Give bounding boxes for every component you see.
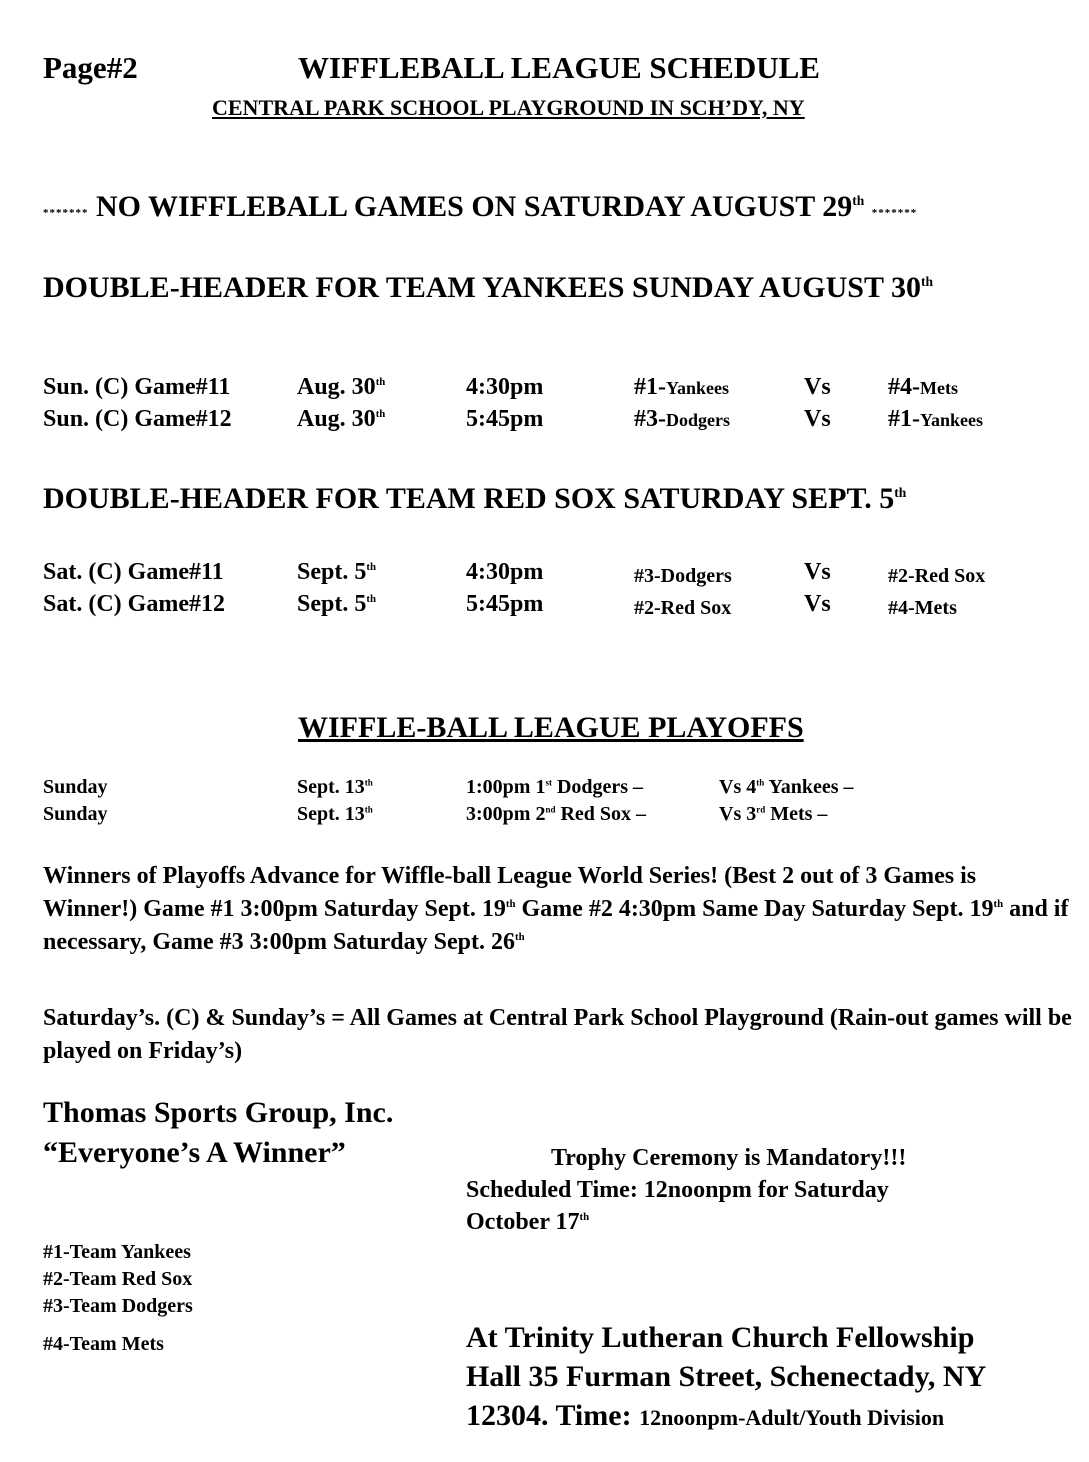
page-title: WIFFLEBALL LEAGUE SCHEDULE — [298, 50, 820, 85]
game-away-team: #1-Yankees — [888, 406, 984, 432]
team-list-item: #4-Team Mets — [43, 1333, 164, 1355]
team-list-item: #1-Team Yankees — [43, 1241, 191, 1263]
game-vs: Vs — [804, 591, 831, 617]
game-time: 5:45pm — [466, 591, 544, 617]
game-vs: Vs — [804, 374, 831, 400]
game-row-yankees-2 — [43, 406, 232, 433]
game-label: Sat. (C) Game#12 — [43, 591, 225, 617]
playoff-opponent-1: Vs 4th Yankees – — [719, 776, 854, 798]
trophy-mandatory: Trophy Ceremony is Mandatory!!! — [551, 1145, 907, 1171]
playoff-matchup-2: 3:00pm 2nd Red Sox – — [466, 803, 647, 825]
location-note: Saturday’s. (C) & Sunday’s = All Games at Central Park School Playground (Rain-out games will be played on Friday’s) — [43, 1005, 1072, 1064]
notice-suffix: th — [852, 193, 865, 208]
playoff-day: Sunday — [43, 776, 108, 798]
playoff-opponent-2: Vs 3rd Mets – — [719, 803, 828, 825]
notice-stars-right: ******* — [871, 207, 918, 219]
game-date: Sept. 5th — [297, 591, 376, 617]
game-label: Sat. (C) Game#11 — [43, 559, 224, 585]
playoffs-heading: WIFFLE-BALL LEAGUE PLAYOFFS — [298, 711, 804, 744]
game-away-team: #4-Mets — [888, 374, 958, 400]
venue-line-1: At Trinity Lutheran Church Fellowship — [466, 1321, 975, 1354]
trophy-date: October 17th — [466, 1209, 590, 1235]
org-name: Thomas Sports Group, Inc. — [43, 1096, 394, 1129]
playoff-date: Sept. 13th — [297, 803, 373, 825]
yankees-doubleheader-heading: DOUBLE-HEADER FOR TEAM YANKEES SUNDAY AUGUST 30th — [43, 271, 933, 304]
game-vs: Vs — [804, 406, 831, 432]
game-time: 4:30pm — [466, 374, 544, 400]
playoff-date: Sept. 13th — [297, 776, 373, 798]
game-date: Sept. 5th — [297, 559, 376, 585]
game-date: Aug. 30th — [297, 374, 386, 400]
game-label: Sun. (C) Game#11 — [43, 374, 231, 400]
game-date: Aug. 30th — [297, 406, 386, 432]
venue-line-3: 12304. Time: 12noonpm-Adult/Youth Division — [466, 1399, 945, 1432]
playoff-day: Sunday — [43, 803, 108, 825]
org-motto: “Everyone’s A Winner” — [43, 1136, 346, 1169]
game-time: 4:30pm — [466, 559, 544, 585]
page-number: Page#2 — [43, 50, 138, 85]
trophy-scheduled-time: Scheduled Time: 12noonpm for Saturday — [466, 1177, 889, 1203]
game-home-team: #3-Dodgers — [634, 406, 730, 432]
game-vs: Vs — [804, 559, 831, 585]
team-list-item: #2-Team Red Sox — [43, 1268, 193, 1290]
playoff-matchup-1: 1:00pm 1st Dodgers – — [466, 776, 644, 798]
game-home-team: #1-Yankees — [634, 374, 730, 400]
game-away-team: #4-Mets — [888, 597, 957, 619]
team-list-item: #3-Team Dodgers — [43, 1295, 193, 1317]
game-label: Sun. (C) Game#12 — [43, 406, 232, 432]
game-home-team: #3-Dodgers — [634, 565, 732, 587]
venue-line-2: Hall 35 Furman Street, Schenectady, NY — [466, 1360, 987, 1393]
page-subtitle: CENTRAL PARK SCHOOL PLAYGROUND IN SCH’DY, NY — [212, 95, 805, 120]
redsox-doubleheader-heading: DOUBLE-HEADER FOR TEAM RED SOX SATURDAY SEPT. 5th — [43, 482, 907, 515]
world-series-paragraph: Winners of Playoffs Advance for Wiffle-ball League World Series! (Best 2 out of 3 Games is Winner!) Game #1 3:00pm Saturday Sept. 19th Game #2 4:30pm Same Day Saturday Sept. 19th and if necessary, Game #3 3:00pm Saturday Sept. 26th — [43, 863, 1069, 955]
game-home-team: #2-Red Sox — [634, 597, 732, 619]
game-row-yankees-1 — [43, 374, 230, 401]
game-time: 5:45pm — [466, 406, 544, 432]
no-games-notice — [43, 190, 917, 224]
game-away-team: #2-Red Sox — [888, 565, 986, 587]
notice-stars-left: ******* — [43, 207, 89, 219]
notice-text: NO WIFFLEBALL GAMES ON SATURDAY AUGUST 29 — [96, 190, 853, 223]
